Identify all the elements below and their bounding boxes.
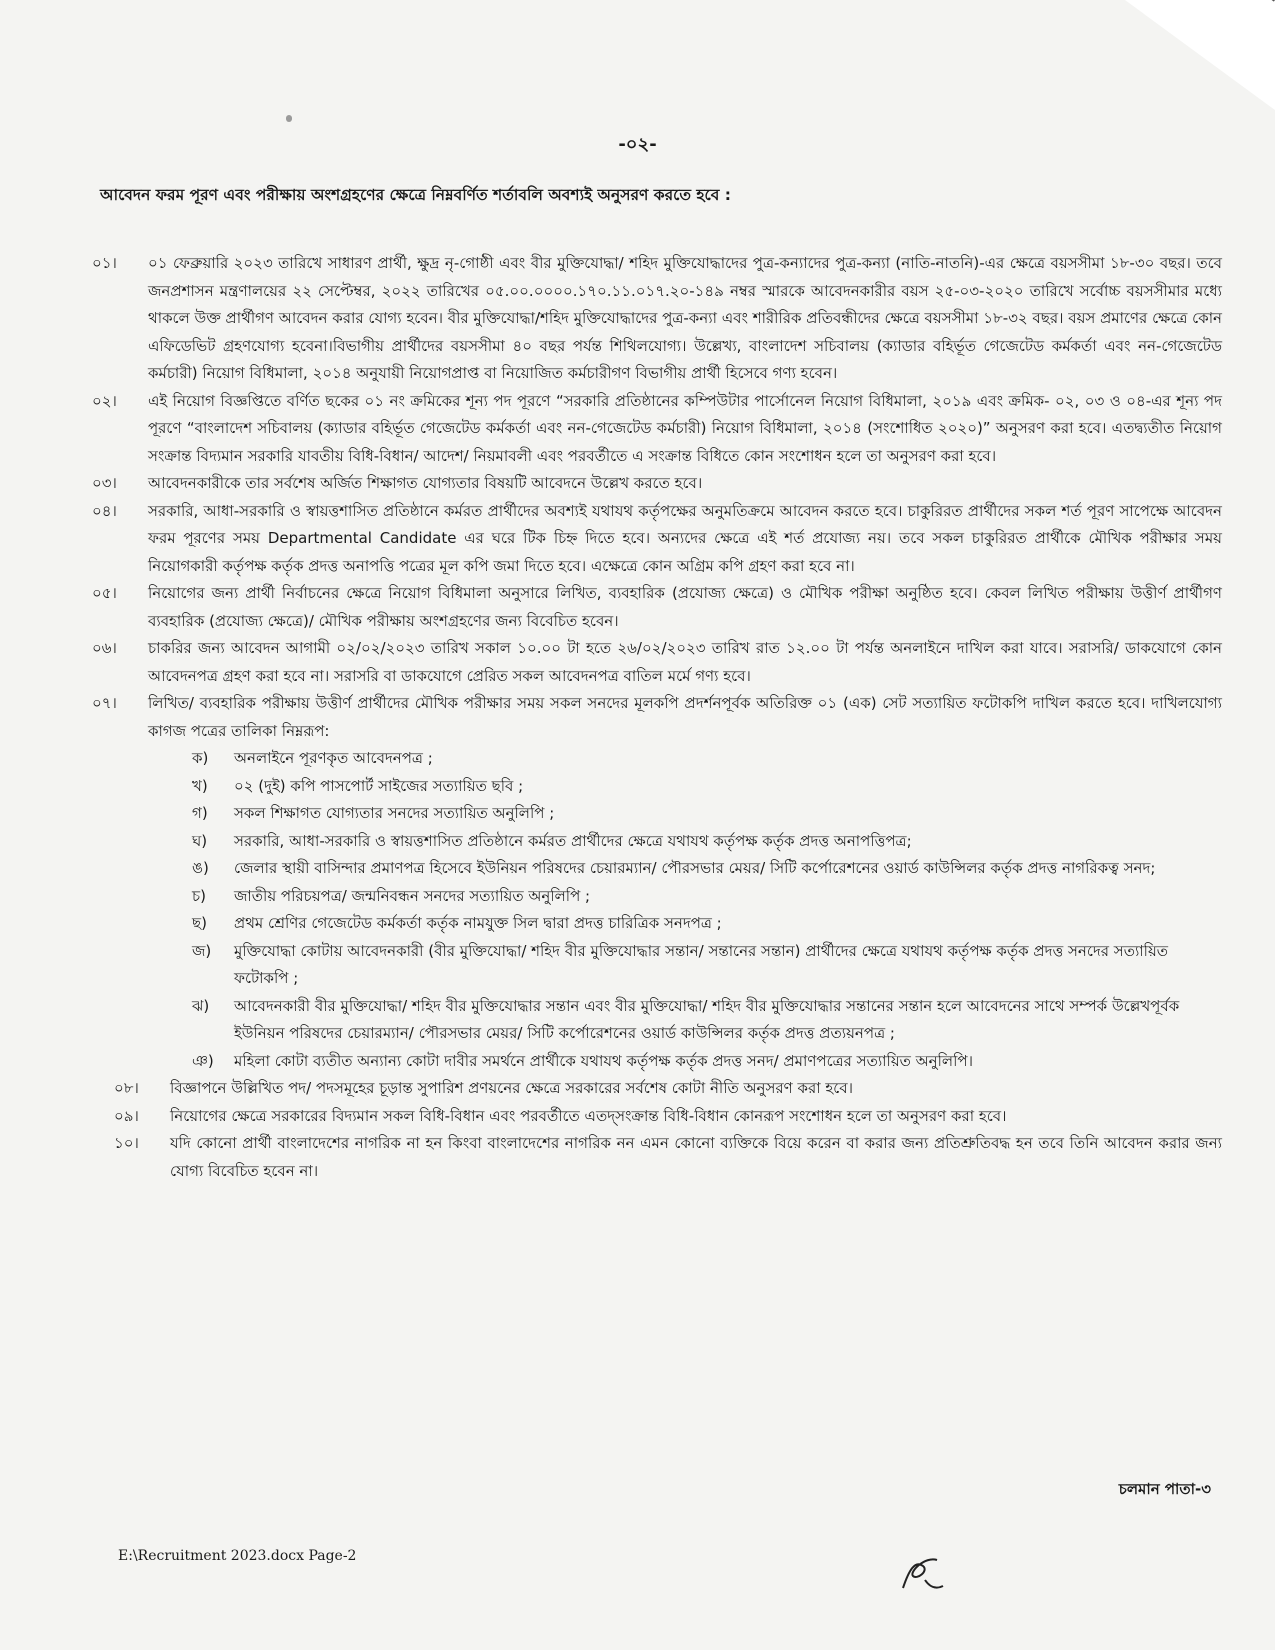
- clause-number: ০৫।: [92, 584, 117, 602]
- item-mark: গ): [192, 804, 208, 822]
- list-item: [192, 1048, 1224, 1076]
- item-text: আবেদনকারী বীর মুক্তিযোদ্ধা/ শহিদ বীর মুক্তিযোদ্ধার সন্তান এবং বীর মুক্তিযোদ্ধা/ শহিদ বীর মুক্তিযোদ্ধার সন্তানের সন্তান হলে আবেদনের সাথে সম্পর্ক উল্লেখপূর্বক ইউনিয়ন পরিষদের চেয়ারম্যান/ পৌরসভার মেয়র/ সিটি কর্পোরেশনের ওয়ার্ড কাউন্সিলর কর্তৃক প্রদত্ত প্রত্যয়নপত্র ;: [234, 996, 1180, 1042]
- clause-10: [114, 1130, 1222, 1185]
- list-item: [192, 800, 1224, 828]
- clause-03: [92, 470, 1222, 498]
- item-text: মহিলা কোটা ব্যতীত অন্যান্য কোটা দাবীর সমর্থনে প্রার্থীকে যথাযথ কর্তৃপক্ষ কর্তৃক প্রদত্ত সনদ/ প্রমাণপত্রের সত্যায়িত অনুলিপি।: [234, 1051, 973, 1070]
- clause-text: আবেদনকারীকে তার সর্বশেষ অর্জিত শিক্ষাগত যোগ্যতার বিষয়টি আবেদনে উল্লেখ করতে হবে।: [148, 474, 703, 492]
- item-mark: ক): [192, 749, 209, 767]
- clause-text: এই নিয়োগ বিজ্ঞপ্তিতে বর্ণিত ছকের ০১ নং ক্রমিকের শূন্য পদ পূরণে “সরকারি প্রতিষ্ঠানের কম্পিউটার পার্সোনেল নিয়োগ বিধিমালা, ২০১৯ এবং ক্রমিক- ০২, ০৩ ও ০৪-এর শূন্য পদ পূরণে “বাংলাদেশ সচিবালয় (ক্যাডার বহির্ভূত গেজেটেড কর্মকর্তা এবং নন-গেজেটেড কর্মচারী) নিয়োগ বিধিমালা, ২০১৪ (সংশোধিত ২০২০)” অনুসরণ করা হবে। এতদ্ব্যতীত নিয়োগ সংক্রান্ত বিদ্যমান সরকারি যাবতীয় বিধি-বিধান/ আদেশ/ নিয়মাবলী এবং পরবর্তীতে এ সংক্রান্ত বিধিতে কোন সংশোধন হলে তা অনুসরণ করা হবে।: [148, 391, 1222, 465]
- clause-number: ০৯।: [114, 1106, 139, 1125]
- ink-speck: [286, 115, 292, 122]
- item-mark: ঘ): [192, 831, 208, 850]
- clause-07: [92, 690, 1222, 745]
- clause-09: [114, 1103, 1222, 1131]
- clause-text: ০১ ফেব্রুয়ারি ২০২৩ তারিখে সাধারণ প্রার্থী, ক্ষুদ্র নৃ-গোষ্ঠী এবং বীর মুক্তিযোদ্ধা/ শহিদ মুক্তিযোদ্ধাদের পুত্র-কন্যাদের পুত্র-কন্যা (নাতি-নাতনি)-এর ক্ষেত্রে বয়সসীমা ১৮-৩০ বছর। তবে জনপ্রশাসন মন্ত্রণালয়ের ২২ সেপ্টেম্বর, ২০২২ তারিখের ০৫.০০.০০০০.১৭০.১১.০১৭.২০-১৪৯ নম্বর স্মারকে আবেদনকারীর বয়স ২৫-০৩-২০২০ তারিখে সর্বোচ্চ বয়সসীমার মধ্যে থাকলে উক্ত প্রার্থীগণ আবেদন করার যোগ্য হবেন। বীর মুক্তিযোদ্ধা/শহিদ মুক্তিযোদ্ধাদের পুত্র-কন্যা এবং শারীরিক প্রতিবন্ধীদের ক্ষেত্রে বয়সসীমা ১৮-৩২ বছর। বয়স প্রমাণের ক্ষেত্রে কোন এফিডেভিট গ্রহণযোগ্য হবেনা।বিভাগীয় প্রার্থীদের বয়সসীমা ৪০ বছর পর্যন্ত শিথিলযোগ্য। উল্লেখ্য, বাংলাদেশ সচিবালয় (ক্যাডার বহির্ভূত গেজেটেড কর্মকর্তা এবং নন-গেজেটেড কর্মচারী) নিয়োগ বিধিমালা, ২০১৪ অনুযায়ী নিয়োগপ্রাপ্ত বা নিয়োজিত কর্মচারীগণ বিভাগীয় প্রার্থী হিসেবে গণ্য হবেন।: [148, 254, 1223, 382]
- clause-number: ০৬।: [92, 639, 117, 657]
- item-text: সরকারি, আধা-সরকারি ও স্বায়ত্তশাসিত প্রতিষ্ঠানে কর্মরত প্রার্থীদের ক্ষেত্রে যথাযথ কর্তৃপক্ষ কর্তৃক প্রদত্ত অনাপত্তিপত্র;: [234, 831, 912, 850]
- clause-number: ০১।: [92, 254, 117, 272]
- clause-text: নিয়োগের ক্ষেত্রে সরকারের বিদ্যমান সকল বিধি-বিধান এবং পরবর্তীতে এতদ্সংক্রান্ত বিধি-বিধান কোনরূপ সংশোধন হলে তা অনুসরণ করা হবে।: [170, 1106, 1007, 1125]
- clause-04: [92, 498, 1222, 581]
- clause-text: চাকরির জন্য আবেদন আগামী ০২/০২/২০২৩ তারিখ সকাল ১০.০০ টা হতে ২৬/০২/২০২৩ তারিখ রাত ১২.০০ টা পর্যন্ত অনলাইনে দাখিল করা যাবে। সরাসরি/ ডাকযোগে কোন আবেদনপত্র গ্রহণ করা হবে না। সরাসরি বা ডাকযোগে প্রেরিত সকল আবেদনপত্র বাতিল মর্মে গণ্য হবে।: [148, 639, 1222, 685]
- item-text: জাতীয় পরিচয়পত্র/ জন্মনিবন্ধন সনদের সত্যায়িত অনুলিপি ;: [234, 886, 591, 905]
- item-mark: খ): [192, 776, 208, 795]
- list-item: [192, 993, 1224, 1048]
- clause-08: [114, 1075, 1222, 1103]
- clause-number: ০৩।: [92, 474, 117, 492]
- required-documents-list: [192, 745, 1224, 1075]
- item-text: প্রথম শ্রেণির গেজেটেড কর্মকর্তা কর্তৃক নামযুক্ত সিল দ্বারা প্রদত্ত চারিত্রিক সনদপত্র ;: [234, 914, 722, 932]
- conditions-heading: আবেদন ফরম পূরণ এবং পরীক্ষায় অংশগ্রহণের ক্ষেত্রে নিম্নবর্ণিত শর্তাবলি অবশ্যই অনুসরণ করতে হবে :: [100, 186, 731, 204]
- clause-01: [92, 250, 1222, 388]
- page-fold: [1125, 0, 1275, 110]
- list-item: [192, 828, 1224, 856]
- clause-text: নিয়োগের জন্য প্রার্থী নির্বাচনের ক্ষেত্রে নিয়োগ বিধিমালা অনুসারে লিখিত, ব্যবহারিক (প্রযোজ্য ক্ষেত্রে) ও মৌখিক পরীক্ষা অনুষ্ঠিত হবে। কেবল লিখিত পরীক্ষায় উত্তীর্ণ প্রার্থীগণ ব্যবহারিক (প্রযোজ্য ক্ষেত্রে)/ মৌখিক পরীক্ষায় অংশগ্রহণের জন্য বিবেচিত হবেন।: [148, 584, 1222, 630]
- item-mark: ঞ): [192, 1051, 214, 1070]
- list-item: [192, 910, 1224, 938]
- item-text: অনলাইনে পূরণকৃত আবেদনপত্র ;: [234, 749, 433, 767]
- list-item: [192, 773, 1224, 801]
- list-item: [192, 938, 1224, 993]
- clause-number: ০৭।: [92, 694, 117, 712]
- item-mark: চ): [192, 886, 206, 905]
- signature-mark: [895, 1540, 955, 1600]
- file-path-footer: E:\Recruitment 2023.docx Page-2: [118, 1548, 357, 1564]
- clauses: [92, 250, 1222, 1185]
- clause-text: লিখিত/ ব্যবহারিক পরীক্ষায় উত্তীর্ণ প্রার্থীদের মৌখিক পরীক্ষার সময় সকল সনদের মূলকপি প্রদর্শনপূর্বক অতিরিক্ত ০১ (এক) সেট সত্যায়িত ফটোকপি দাখিল করতে হবে। দাখিলযোগ্য কাগজ পত্রের তালিকা নিম্নরূপ:: [148, 694, 1222, 740]
- list-item: [192, 745, 1224, 773]
- item-text: জেলার স্থায়ী বাসিন্দার প্রমাণপত্র হিসেবে ইউনিয়ন পরিষদের চেয়ারম্যান/ পৌরসভার মেয়র/ সিটি কর্পোরেশনের ওয়ার্ড কাউন্সিলর কর্তৃক প্রদত্ত নাগরিকত্ব সনদ;: [234, 859, 1156, 877]
- item-text: ০২ (দুই) কপি পাসপোর্ট সাইজের সত্যায়িত ছবি ;: [234, 776, 524, 795]
- item-text: মুক্তিযোদ্ধা কোটায় আবেদনকারী (বীর মুক্তিযোদ্ধা/ শহিদ বীর মুক্তিযোদ্ধার সন্তান/ সন্তানের সন্তান) প্রার্থীদের ক্ষেত্রে যথাযথ কর্তৃপক্ষ কর্তৃক প্রদত্ত সনদের সত্যায়িত ফটোকপি ;: [234, 941, 1169, 987]
- item-mark: ঙ): [192, 859, 209, 877]
- clause-05: [92, 580, 1222, 635]
- clause-06: [92, 635, 1222, 690]
- clause-text: বিজ্ঞাপনে উল্লিখিত পদ/ পদসমূহের চূড়ান্ত সুপারিশ প্রণয়নের ক্ষেত্রে সরকারের সর্বশেষ কোটা নীতি অনুসরণ করা হবে।: [170, 1079, 853, 1097]
- clause-02: [92, 388, 1222, 471]
- clause-text: সরকারি, আধা-সরকারি ও স্বায়ত্তশাসিত প্রতিষ্ঠানে কর্মরত প্রার্থীদের অবশ্যই যথাযথ কর্তৃপক্ষের অনুমতিক্রমে আবেদন করতে হবে। চাকুরিরত প্রার্থীদের সকল শর্ত পূরণ সাপেক্ষে আবেদন ফরম পূরণের সময় Departmental Candidate এর ঘরে টিক চিহ্ন দিতে হবে। অন্যদের ক্ষেত্রে এই শর্ত প্রযোজ্য নয়। তবে সকল চাকুরিরত প্রার্থীকে মৌখিক পরীক্ষার সময় নিয়োগকারী কর্তৃপক্ষ কর্তৃক প্রদত্ত অনাপত্তি পত্রের মূল কপি জমা দিতে হবে। এক্ষেত্রে কোন অগ্রিম কপি গ্রহণ করা হবে না।: [148, 501, 1222, 575]
- item-mark: জ): [192, 941, 212, 960]
- clause-number: ০৮।: [114, 1079, 139, 1097]
- item-mark: ঝ): [192, 996, 210, 1015]
- item-text: সকল শিক্ষাগত যোগ্যতার সনদের সত্যায়িত অনুলিপি ;: [234, 804, 555, 822]
- page-number: -০২-: [618, 134, 657, 155]
- list-item: [192, 855, 1224, 883]
- clause-number: ১০।: [114, 1134, 139, 1152]
- clause-number: ০২।: [92, 391, 117, 410]
- item-mark: ছ): [192, 914, 207, 932]
- list-item: [192, 883, 1224, 911]
- clause-number: ০৪।: [92, 501, 117, 520]
- clause-text: যদি কোনো প্রার্থী বাংলাদেশের নাগরিক না হন কিংবা বাংলাদেশের নাগরিক নন এমন কোনো ব্যক্তিকে বিয়ে করেন বা করার জন্য প্রতিশ্রুতিবদ্ধ হন তবে তিনি আবেদন করার জন্য যোগ্য বিবেচিত হবেন না।: [170, 1134, 1222, 1180]
- continued-page-note: চলমান পাতা-৩: [1118, 1480, 1211, 1498]
